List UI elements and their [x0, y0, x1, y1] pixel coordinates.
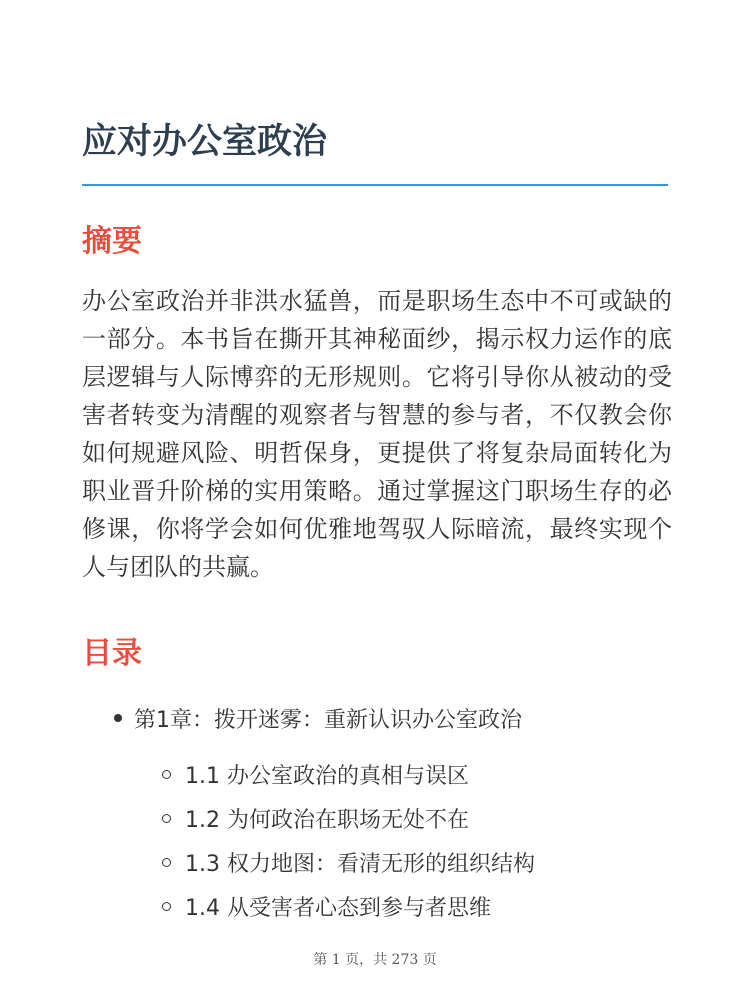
toc-section-label: 1.2 为何政治在职场无处不在 — [185, 807, 469, 833]
summary-paragraph: 办公室政治并非洪水猛兽，而是职场生态中不可或缺的一部分。本书旨在撕开其神秘面纱，揭示权力运作的底层逻辑与人际博弈的无形规则。它将引导你从被动的受害者转变为清醒的观察者与智慧的参与者，不仅教会你如何规避风险、明哲保身，更提供了将复杂局面转化为职业晋升阶梯的实用策略。通过掌握这门职场生存的必修课，你将学会如何优雅地驾驭人际暗流，最终实现个人与团队的共赢。 — [82, 287, 672, 581]
summary-heading: 摘要 — [82, 224, 142, 259]
toc-section-item[interactable] — [162, 844, 535, 880]
toc-chapter-item[interactable] — [114, 700, 522, 736]
bullet-disc-icon — [114, 714, 122, 722]
toc-section-label: 1.4 从受害者心态到参与者思维 — [185, 895, 491, 921]
bullet-circle-icon — [162, 902, 171, 911]
toc-heading: 目录 — [82, 636, 142, 671]
page-number-footer: 第 1 页，共 273 页 — [313, 952, 437, 968]
toc-section-label: 1.1 办公室政治的真相与误区 — [185, 763, 469, 789]
toc-section-item[interactable] — [162, 756, 469, 792]
toc-section-item[interactable] — [162, 888, 491, 924]
toc-chapter-label: 第1章：拨开迷雾：重新认识办公室政治 — [134, 707, 522, 733]
toc-section-label: 1.3 权力地图：看清无形的组织结构 — [185, 851, 535, 877]
bullet-circle-icon — [162, 814, 171, 823]
bullet-circle-icon — [162, 858, 171, 867]
document-title: 应对办公室政治 — [82, 122, 328, 162]
bullet-circle-icon — [162, 770, 171, 779]
title-divider — [82, 184, 668, 186]
toc-section-item[interactable] — [162, 800, 469, 836]
